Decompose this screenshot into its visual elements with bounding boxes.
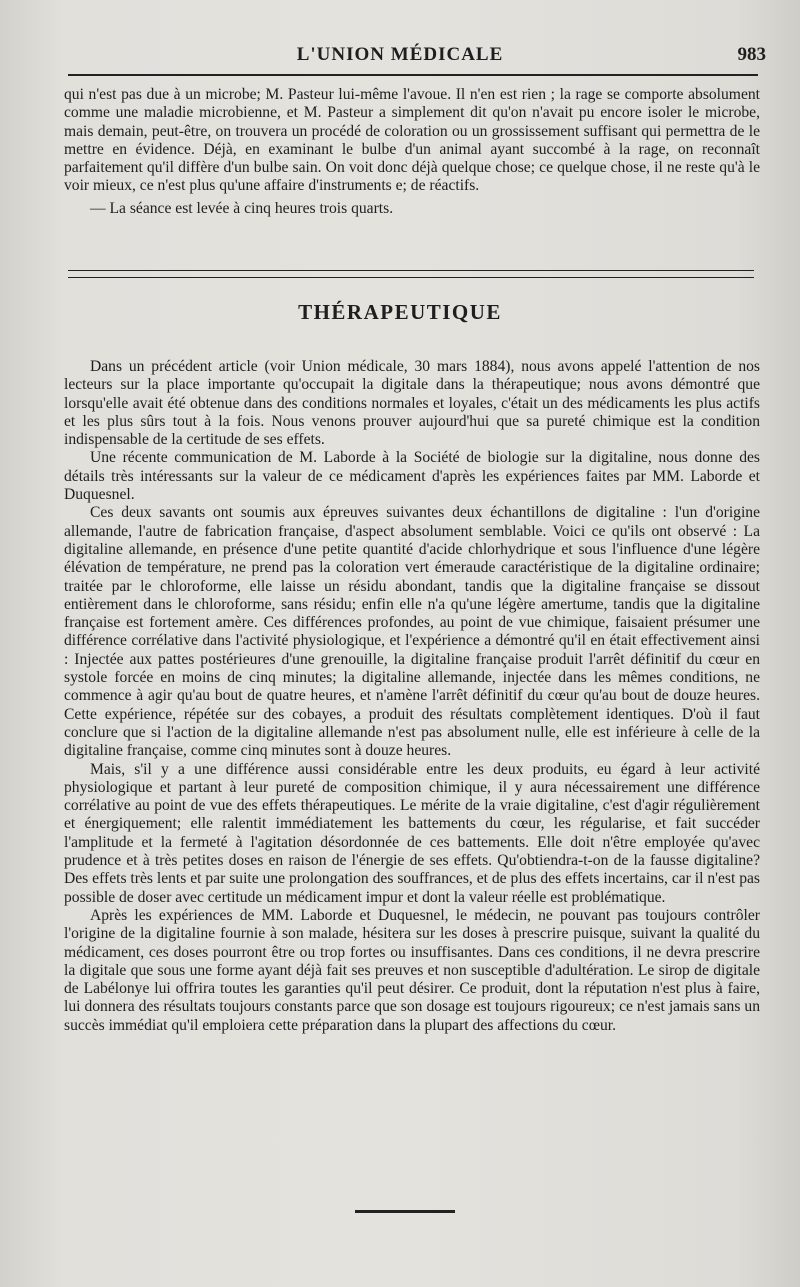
section-title: THÉRAPEUTIQUE bbox=[298, 300, 502, 324]
article-paragraph-1: Dans un précédent article (voir Union médicale, 30 mars 1884), nous avons appelé l'attention de nos lecteurs sur la place importante qu'occupait la digitale dans la thérapeutique; nous avons démontré que lorsqu'elle avait été obtenue dans des conditions normales et loyales, c'était un des médicaments les plus actifs et les plus sûrs tout à la fois. Nous venons prouver aujourd'hui que sa pureté chimique est la condition indispensable de la certitude de ses effets. bbox=[64, 358, 760, 449]
header-rule bbox=[68, 74, 758, 76]
page-number: 983 bbox=[737, 44, 766, 65]
session-closing-line: — La séance est levée à cinq heures trois quarts. bbox=[90, 199, 394, 217]
page-header bbox=[0, 44, 800, 74]
section-divider bbox=[68, 270, 754, 278]
end-rule bbox=[355, 1210, 455, 1213]
therapeutique-article bbox=[64, 358, 760, 1035]
running-title: L'UNION MÉDICALE bbox=[296, 44, 504, 65]
article-paragraph-2: Une récente communication de M. Laborde à la Société de biologie sur la digitaline, nous donne des détails très intéressants sur la valeur de ce médicament d'après les expériences faites par MM. Laborde et Duquesnel. bbox=[64, 449, 760, 504]
article-paragraph-5: Après les expériences de MM. Laborde et Duquesnel, le médecin, ne pouvant pas toujours contrôler l'origine de la digitaline fournie à son malade, hésitera sur les doses à prescrire puisque, suivant la qualité du médicament, ces doses pourront être ou trop fortes ou insuffisantes. Dans ces conditions, il ne devra prescrire la digitale que sous une forme ayant déjà fait ses preuves et non susceptible d'adultération. Le sirop de digitale de Labélonye lui offrira toutes les garanties qu'il peut désirer. Ce produit, dont la réputation n'est plus à faire, lui donnera des résultats toujours constants parce que son dosage est toujours rigoureux; ce n'est jamais sans un succès immédiat qu'il emploiera cette préparation dans la plupart des affections du cœur. bbox=[64, 906, 760, 1034]
article-paragraph-3: Ces deux savants ont soumis aux épreuves suivantes deux échantillons de digitaline : l'un d'origine allemande, l'autre de fabrication française, d'aspect absolument semblable. Voici ce qu'ils ont observé : La digitaline allemande, en présence d'une petite quantité d'acide chlorhydrique et sous l'influence d'une légère élévation de température, ne prend pas la coloration vert émeraude caractéristique de la digitaline ordinaire; traitée par le chloroforme, elle laisse un résidu abondant, tandis que la digitaline française se dissout entièrement dans le chloroforme, sans résidu; enfin elle n'a qu'une légère amertume, tandis que la digitaline française est fortement amère. Ces différences profondes, au point de vue chimique, faisaient présumer une différence corrélative dans l'activité physiologique, et l'expérience a démontré qu'il en était effectivement ainsi : Injectée aux pattes postérieures d'une grenouille, la digitaline française produit l'arrêt définitif du cœur en systole forcée en moins de cinq minutes; la digitaline allemande, injectée dans les mêmes conditions, ne commence à agir qu'au bout de quatre heures, et n'amène l'arrêt définitif du cœur qu'au bout de douze heures. Cette expérience, répétée sur des cobayes, a produit des résultats complètement identiques. D'où il faut conclure que si l'action de la digitaline allemande n'est pas absolument nulle, elle est inférieure à celle de la digitaline française, comme cinq minutes sont à douze heures. bbox=[64, 504, 760, 760]
continued-report bbox=[64, 86, 760, 218]
article-paragraph-4: Mais, s'il y a une différence aussi considérable entre les deux produits, eu égard à leur activité physiologique et partant à leur pureté de composition chimique, il y aura nécessairement une différence corrélative au point de vue des effets thérapeutiques. Le mérite de la vraie digitaline, c'est d'agir régulièrement et énergiquement; elle ralentit immédiatement les battements du cœur, les régularise, et fait succéder l'amplitude et la fermeté à l'agitation désordonnée de ces battements. Elle doit n'être employée qu'avec prudence et à très petites doses en raison de l'énergie de ses effets. Qu'obtiendra-t-on de la fausse digitaline? Des effets très lents et par suite une prolongation des souffrances, et de plus des effets incertains, car il n'est pas possible de doser avec certitude un médicament impur et dont la valeur réelle est problématique. bbox=[64, 760, 760, 906]
continuation-paragraph: qui n'est pas due à un microbe; M. Pasteur lui-même l'avoue. Il n'en est rien ; la rage se comporte absolument comme une maladie microbienne, et M. Pasteur a simplement dit qu'on n'avait pu encore isoler le microbe, mais demain, peut-être, on trouvera un procédé de coloration ou un grossissement suffisant qui permettra de le mettre en évidence. Déjà, en examinant le bulbe d'un animal ayant succombé à la rage, on reconnaît parfaitement qu'il diffère d'un bulbe sain. On voit donc déjà quelque chose; ce quelque chose, il ne reste qu'à le voir mieux, ce n'est plus qu'une affaire d'instruments e; de réactifs. bbox=[64, 86, 760, 195]
